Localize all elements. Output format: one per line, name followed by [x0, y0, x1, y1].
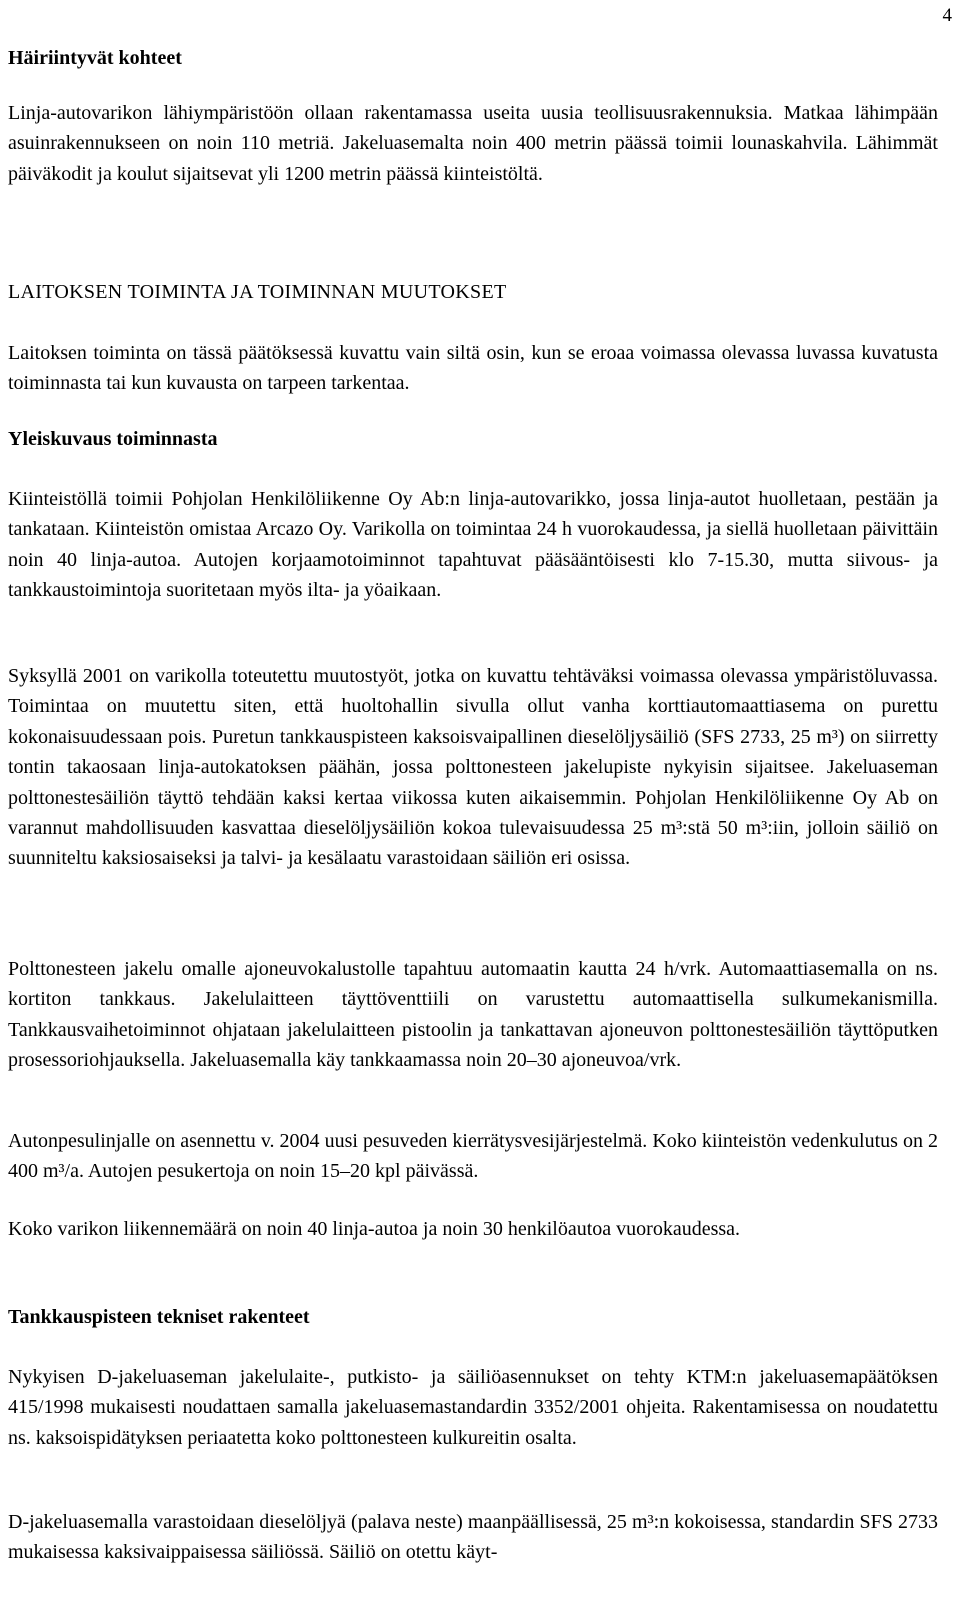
paragraph-overview-2: Syksyllä 2001 on varikolla toteutettu muutostyöt, jotka on kuvattu tehtäväksi voimassa olevassa ympäristöluvassa. Toimintaa on muutettu siten, että huoltohallin sivulla ollut vanha korttiautomaattiasema on purettu kokonaisuudessaan pois. Puretun tankkauspisteen kaksoisvaipallinen dieselöljysäiliö (SFS 2733, 25 m³) on siirretty tontin takaosaan linja-autokatoksen päähän, jossa polttonesteen jakelupiste nykyisin sijaitsee. Jakeluaseman polttonestesäiliön täyttö tehdään kaksi kertaa viikossa kuten aikaisemmin. Pohjolan Henkilöliikenne Oy Ab on varannut mahdollisuuden kasvattaa dieselöljysäiliön kokoa tulevaisuudessa 25 m³:stä 50 m³:iin, jolloin säiliö on suunniteltu kaksiosaiseksi ja talvi- ja kesälaatu varastoidaan säiliön eri osissa.: [8, 665, 938, 870]
paragraph-operations: Laitoksen toiminta on tässä päätöksessä kuvattu vain siltä osin, kun se eroaa voimassa olevassa luvassa kuvatusta toiminnasta tai kun kuvausta on tarpeen tarkentaa.: [8, 342, 938, 395]
heading-disturbed-sites: Häiriintyvät kohteet: [8, 47, 182, 69]
heading-fuel-station: Tankkauspisteen tekniset rakenteet: [8, 1306, 310, 1328]
paragraph-overview-5: Koko varikon liikennemäärä on noin 40 linja-autoa ja noin 30 henkilöautoa vuorokaudessa.: [8, 1218, 741, 1240]
paragraph-overview-3: Polttonesteen jakelu omalle ajoneuvokalustolle tapahtuu automaatin kautta 24 h/vrk. Automaattiasemalla on ns. kortiton tankkaus. Jakelulaitteen täyttöventtiili on varustettu automaattisella sulkumekanismilla. Tankkausvaihetoiminnot ohjataan jakelulaitteen pistoolin ja tankattavan ajoneuvon polttonestesäiliön täyttöputken prosessoriohjauksella. Jakeluasemalla käy tankkaamassa noin 20–30 ajoneuvoa/vrk.: [8, 958, 938, 1072]
paragraph-disturbed-sites: Linja-autovarikon lähiympäristöön ollaan rakentamassa useita uusia teollisuusrakennuksia. Matkaa lähimpään asuinrakennukseen on noin 110 metriä. Jakeluasemalta noin 400 metrin päässä toimii lounaskahvila. Lähimmät päiväkodit ja koulut sijaitsevat yli 1200 metrin päässä kiinteistöltä.: [8, 102, 938, 185]
paragraph-overview-1: Kiinteistöllä toimii Pohjolan Henkilöliikenne Oy Ab:n linja-autovarikko, jossa linja-autot huolletaan, pestään ja tankataan. Kiinteistön omistaa Arcazo Oy. Varikolla on toimintaa 24 h vuorokaudessa, ja siellä huolletaan päivittäin noin 40 linja-autoa. Autojen korjaamotoiminnot tapahtuvat pääsääntöisesti klo 7-15.30, mutta siivous- ja tankkaustoimintoja suoritetaan myös ilta- ja yöaikaan.: [8, 488, 938, 602]
paragraph-fuel-station-1: Nykyisen D-jakeluaseman jakelulaite-, putkisto- ja säiliöasennukset on tehty KTM:n jakeluasemapäätöksen 415/1998 mukaisesti noudattaen samalla jakeluasemastandardin 3352/2001 ohjeita. Rakentamisessa on noudatettu ns. kaksoispidätyksen periaatetta koko polttonesteen kulkureitin osalta.: [8, 1366, 938, 1449]
heading-operations: LAITOKSEN TOIMINTA JA TOIMINNAN MUUTOKSET: [8, 281, 507, 303]
heading-overview: Yleiskuvaus toiminnasta: [8, 428, 218, 450]
paragraph-overview-4: Autonpesulinjalle on asennettu v. 2004 uusi pesuveden kierrätysvesijärjestelmä. Koko kiinteistön vedenkulutus on 2 400 m³/a. Autojen pesukertoja on noin 15–20 kpl päivässä.: [8, 1130, 938, 1183]
page-number: 4: [942, 5, 952, 26]
paragraph-fuel-station-2: D-jakeluasemalla varastoidaan dieselöljyä (palava neste) maanpäällisessä, 25 m³:n kokoisessa, standardin SFS 2733 mukaisessa kaksivaippaisessa säiliössä. Säiliö on otettu käyt-: [8, 1511, 938, 1564]
